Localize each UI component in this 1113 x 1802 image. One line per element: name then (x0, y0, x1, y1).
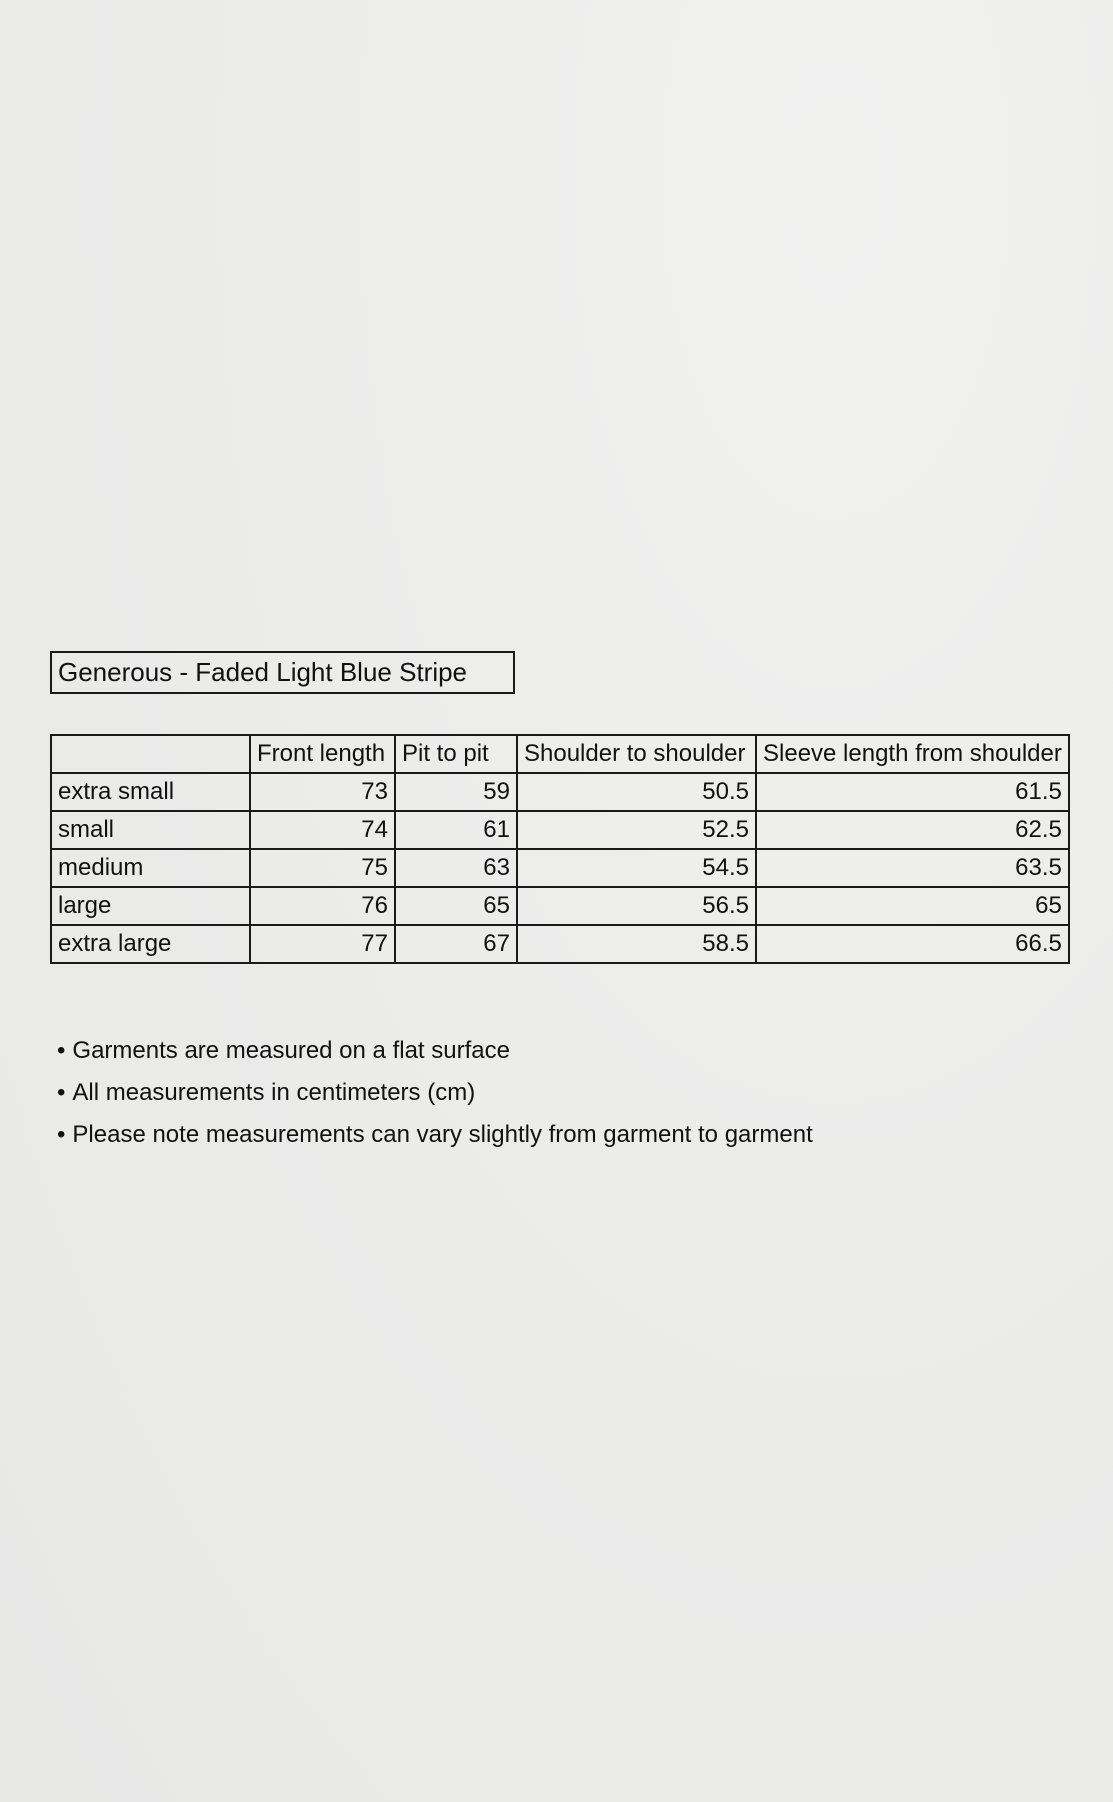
size-label: small (51, 811, 250, 849)
size-label: extra large (51, 925, 250, 963)
table-cell: 75 (250, 849, 395, 887)
table-row (51, 925, 1069, 963)
size-label: large (51, 887, 250, 925)
measurement-notes (57, 1033, 813, 1159)
table-cell: 50.5 (517, 773, 756, 811)
table-cell: 62.5 (756, 811, 1069, 849)
size-label: medium (51, 849, 250, 887)
table-cell: 56.5 (517, 887, 756, 925)
table-cell: 74 (250, 811, 395, 849)
table-row (51, 887, 1069, 925)
table-cell: 76 (250, 887, 395, 925)
table-row (51, 773, 1069, 811)
table-cell: 65 (756, 887, 1069, 925)
table-cell: 63.5 (756, 849, 1069, 887)
table-cell: 63 (395, 849, 517, 887)
table-cell: 61 (395, 811, 517, 849)
table-cell: 52.5 (517, 811, 756, 849)
table-cell: 77 (250, 925, 395, 963)
table-header-row (51, 735, 1069, 773)
table-cell: 73 (250, 773, 395, 811)
table-row (51, 849, 1069, 887)
size-table (50, 734, 1070, 964)
size-label: extra small (51, 773, 250, 811)
table-cell: 67 (395, 925, 517, 963)
column-header-front-length: Front length (250, 735, 395, 773)
product-title: Generous - Faded Light Blue Stripe (50, 651, 515, 694)
table-cell: 61.5 (756, 773, 1069, 811)
column-header-shoulder-to-shoulder: Shoulder to shoulder (517, 735, 756, 773)
table-cell: 65 (395, 887, 517, 925)
column-header-pit-to-pit: Pit to pit (395, 735, 517, 773)
note-item: • All measurements in centimeters (cm) (57, 1075, 813, 1117)
column-header-sleeve-length: Sleeve length from shoulder (756, 735, 1069, 773)
table-cell: 58.5 (517, 925, 756, 963)
corner-cell (51, 735, 250, 773)
table-cell: 66.5 (756, 925, 1069, 963)
note-item: • Please note measurements can vary slightly from garment to garment (57, 1117, 813, 1159)
note-item: • Garments are measured on a flat surface (57, 1033, 813, 1075)
table-row (51, 811, 1069, 849)
table-cell: 59 (395, 773, 517, 811)
table-cell: 54.5 (517, 849, 756, 887)
